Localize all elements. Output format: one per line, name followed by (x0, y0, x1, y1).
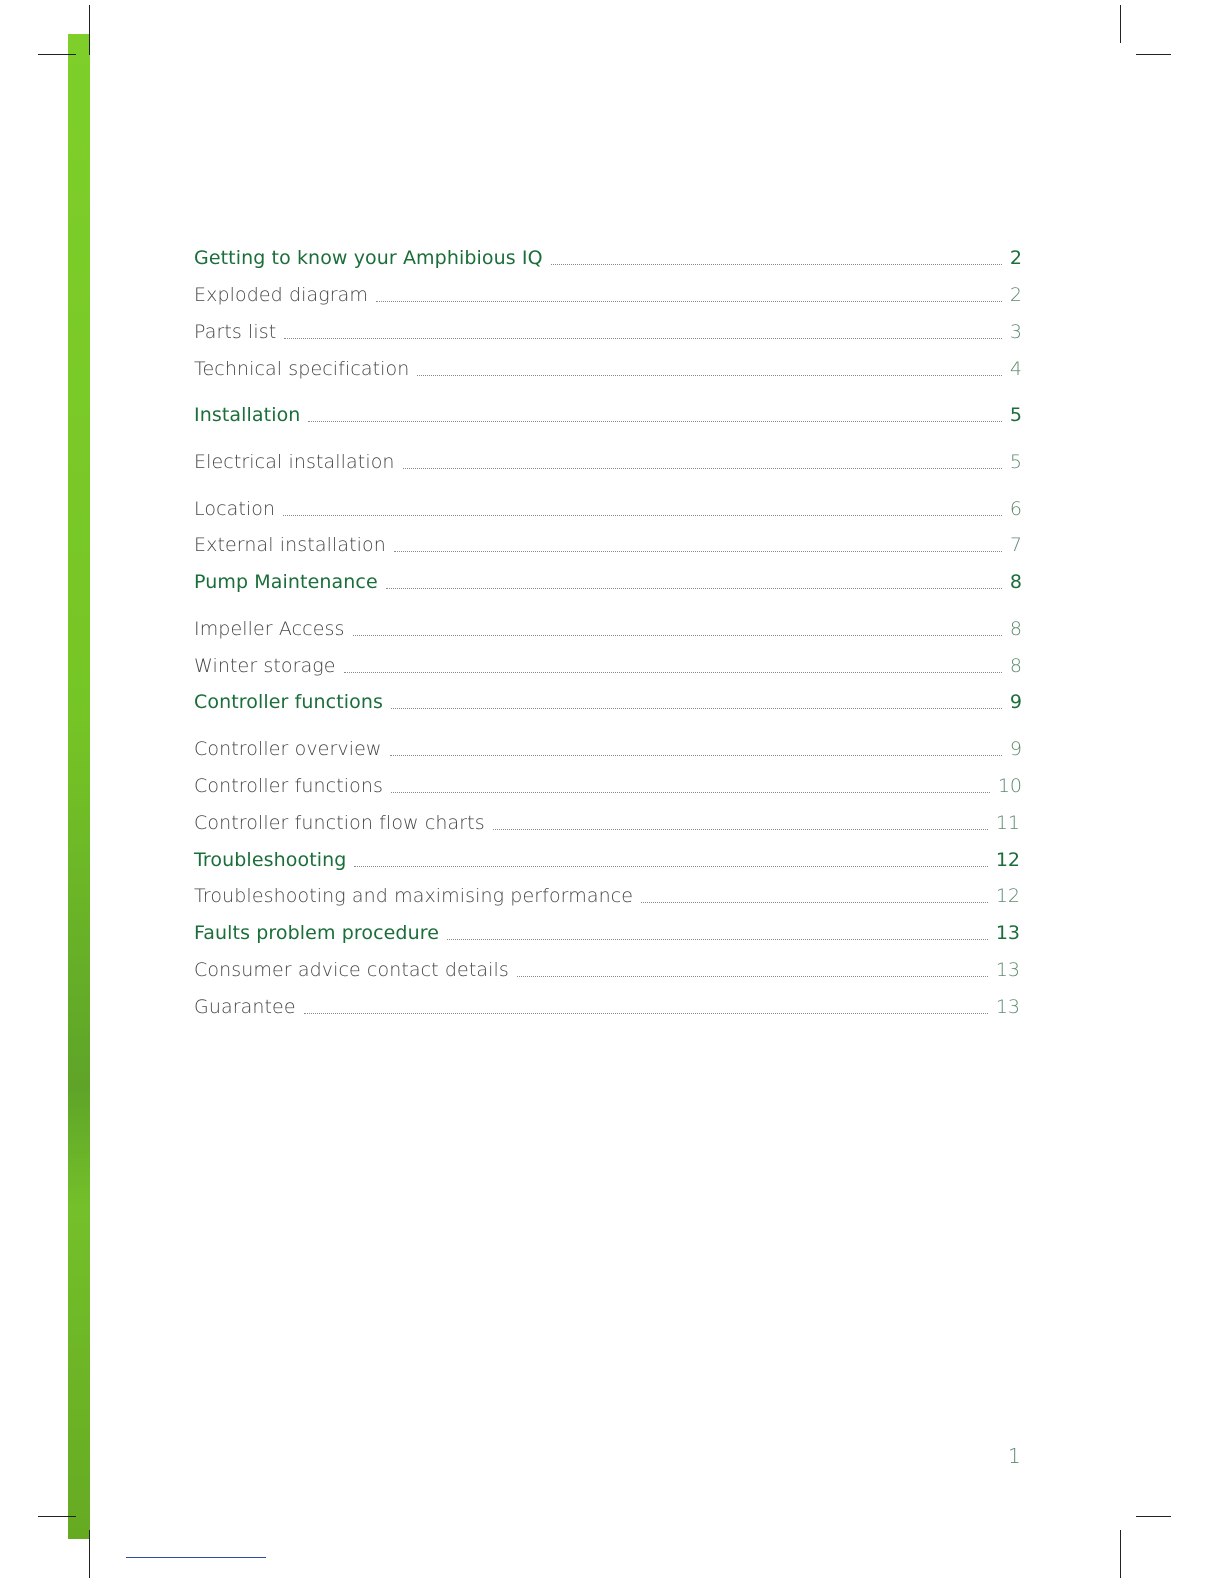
crop-mark-bottom-left-vertical (89, 1530, 90, 1578)
crop-mark-top-right-horizontal (1136, 54, 1171, 55)
toc-dot-leader (391, 791, 990, 793)
toc-entry-page: 12 (995, 885, 1020, 907)
green-side-strip (68, 34, 90, 1539)
toc-entry[interactable] (194, 440, 1022, 474)
toc-entry-label: Pump Maintenance (194, 571, 378, 593)
crop-mark-bottom-right-vertical (1120, 1530, 1121, 1578)
toc-entry[interactable] (194, 948, 1020, 982)
toc-entry[interactable] (194, 523, 1022, 557)
toc-dot-leader (304, 1012, 988, 1014)
toc-dot-leader (353, 634, 1002, 636)
toc-dot-leader (284, 337, 1002, 339)
crop-mark-top-left-vertical (89, 5, 90, 55)
toc-entry[interactable] (194, 487, 1022, 521)
page-number: 1 (1008, 1444, 1021, 1468)
toc-entry-label: Guarantee (194, 996, 296, 1018)
toc-entry[interactable] (194, 764, 1022, 798)
toc-entry-page: 8 (1009, 571, 1022, 593)
toc-entry-label: Controller function flow charts (194, 812, 485, 834)
toc-entry[interactable] (194, 911, 1020, 945)
toc-entry[interactable] (194, 985, 1020, 1019)
toc-dot-leader (641, 901, 988, 903)
toc-entry-page: 4 (1009, 358, 1022, 380)
toc-entry-label: Installation (194, 404, 301, 426)
toc-entry-page: 2 (1009, 284, 1022, 306)
toc-dot-leader (283, 514, 1002, 516)
toc-entry-label: Consumer advice contact details (194, 959, 509, 981)
toc-dot-leader (403, 467, 1002, 469)
toc-dot-leader (376, 300, 1002, 302)
toc-dot-leader (551, 263, 1002, 265)
toc-dot-leader (391, 707, 1002, 709)
toc-entry-page: 13 (995, 996, 1020, 1018)
crop-mark-bottom-left-horizontal (38, 1516, 76, 1517)
toc-entry-page: 5 (1009, 451, 1022, 473)
toc-dot-leader (308, 420, 1001, 422)
toc-entry[interactable] (194, 560, 1022, 594)
toc-dot-leader (386, 587, 1002, 589)
toc-entry[interactable] (194, 644, 1022, 678)
crop-mark-bottom-right-horizontal (1136, 1516, 1171, 1517)
toc-entry[interactable] (194, 874, 1020, 908)
toc-entry[interactable] (194, 393, 1022, 427)
toc-entry-page: 9 (1009, 738, 1022, 760)
toc-entry[interactable] (194, 273, 1022, 307)
toc-entry-label: Winter storage (194, 655, 336, 677)
toc-entry-label: Controller functions (194, 691, 384, 713)
crop-mark-top-right-vertical (1120, 5, 1121, 43)
toc-entry-page: 10 (997, 775, 1022, 797)
toc-entry[interactable] (194, 801, 1020, 835)
toc-entry-page: 13 (995, 959, 1020, 981)
toc-entry-page: 5 (1009, 404, 1022, 426)
toc-entry-page: 8 (1009, 655, 1022, 677)
toc-dot-leader (517, 975, 988, 977)
toc-entry-label: External installation (194, 534, 386, 556)
toc-entry[interactable] (194, 236, 1022, 270)
toc-entry-label: Electrical installation (194, 451, 395, 473)
toc-dot-leader (447, 938, 988, 940)
toc-entry[interactable] (194, 727, 1022, 761)
toc-dot-leader (354, 865, 987, 867)
toc-entry[interactable] (194, 607, 1022, 641)
toc-entry-label: Parts list (194, 321, 277, 343)
toc-entry-page: 3 (1009, 321, 1022, 343)
toc-entry-label: Controller functions (194, 775, 384, 797)
toc-entry[interactable] (194, 347, 1022, 381)
toc-entry-page: 8 (1009, 618, 1022, 640)
toc-dot-leader (417, 374, 1001, 376)
toc-dot-leader (344, 671, 1002, 673)
toc-dot-leader (394, 550, 1002, 552)
toc-entry-page: 6 (1009, 498, 1022, 520)
toc-entry-label: Technical specification (194, 358, 410, 380)
toc-entry-label: Faults problem procedure (194, 922, 439, 944)
toc-entry-page: 7 (1009, 534, 1022, 556)
toc-entry-label: Location (194, 498, 276, 520)
toc-entry-page: 2 (1009, 247, 1022, 269)
toc-entry-label: Controller overview (194, 738, 382, 760)
bottom-rule (126, 1557, 266, 1558)
toc-dot-leader (390, 754, 1002, 756)
toc-entry-page: 12 (995, 849, 1020, 871)
toc-entry-label: Impeller Access (194, 618, 345, 640)
toc-entry-label: Troubleshooting and maximising performance (194, 885, 634, 907)
toc-entry-page: 9 (1009, 691, 1022, 713)
toc-entry-label: Getting to know your Amphibious IQ (194, 247, 543, 269)
crop-mark-top-left-horizontal (38, 54, 76, 55)
toc-entry-label: Exploded diagram (194, 284, 369, 306)
toc-entry-page: 13 (995, 922, 1020, 944)
toc-entry[interactable] (194, 838, 1020, 872)
toc-entry[interactable] (194, 310, 1022, 344)
toc-entry-page: 11 (995, 812, 1020, 834)
toc-entry-label: Troubleshooting (194, 849, 347, 871)
toc-dot-leader (493, 828, 988, 830)
toc-entry[interactable] (194, 680, 1022, 714)
